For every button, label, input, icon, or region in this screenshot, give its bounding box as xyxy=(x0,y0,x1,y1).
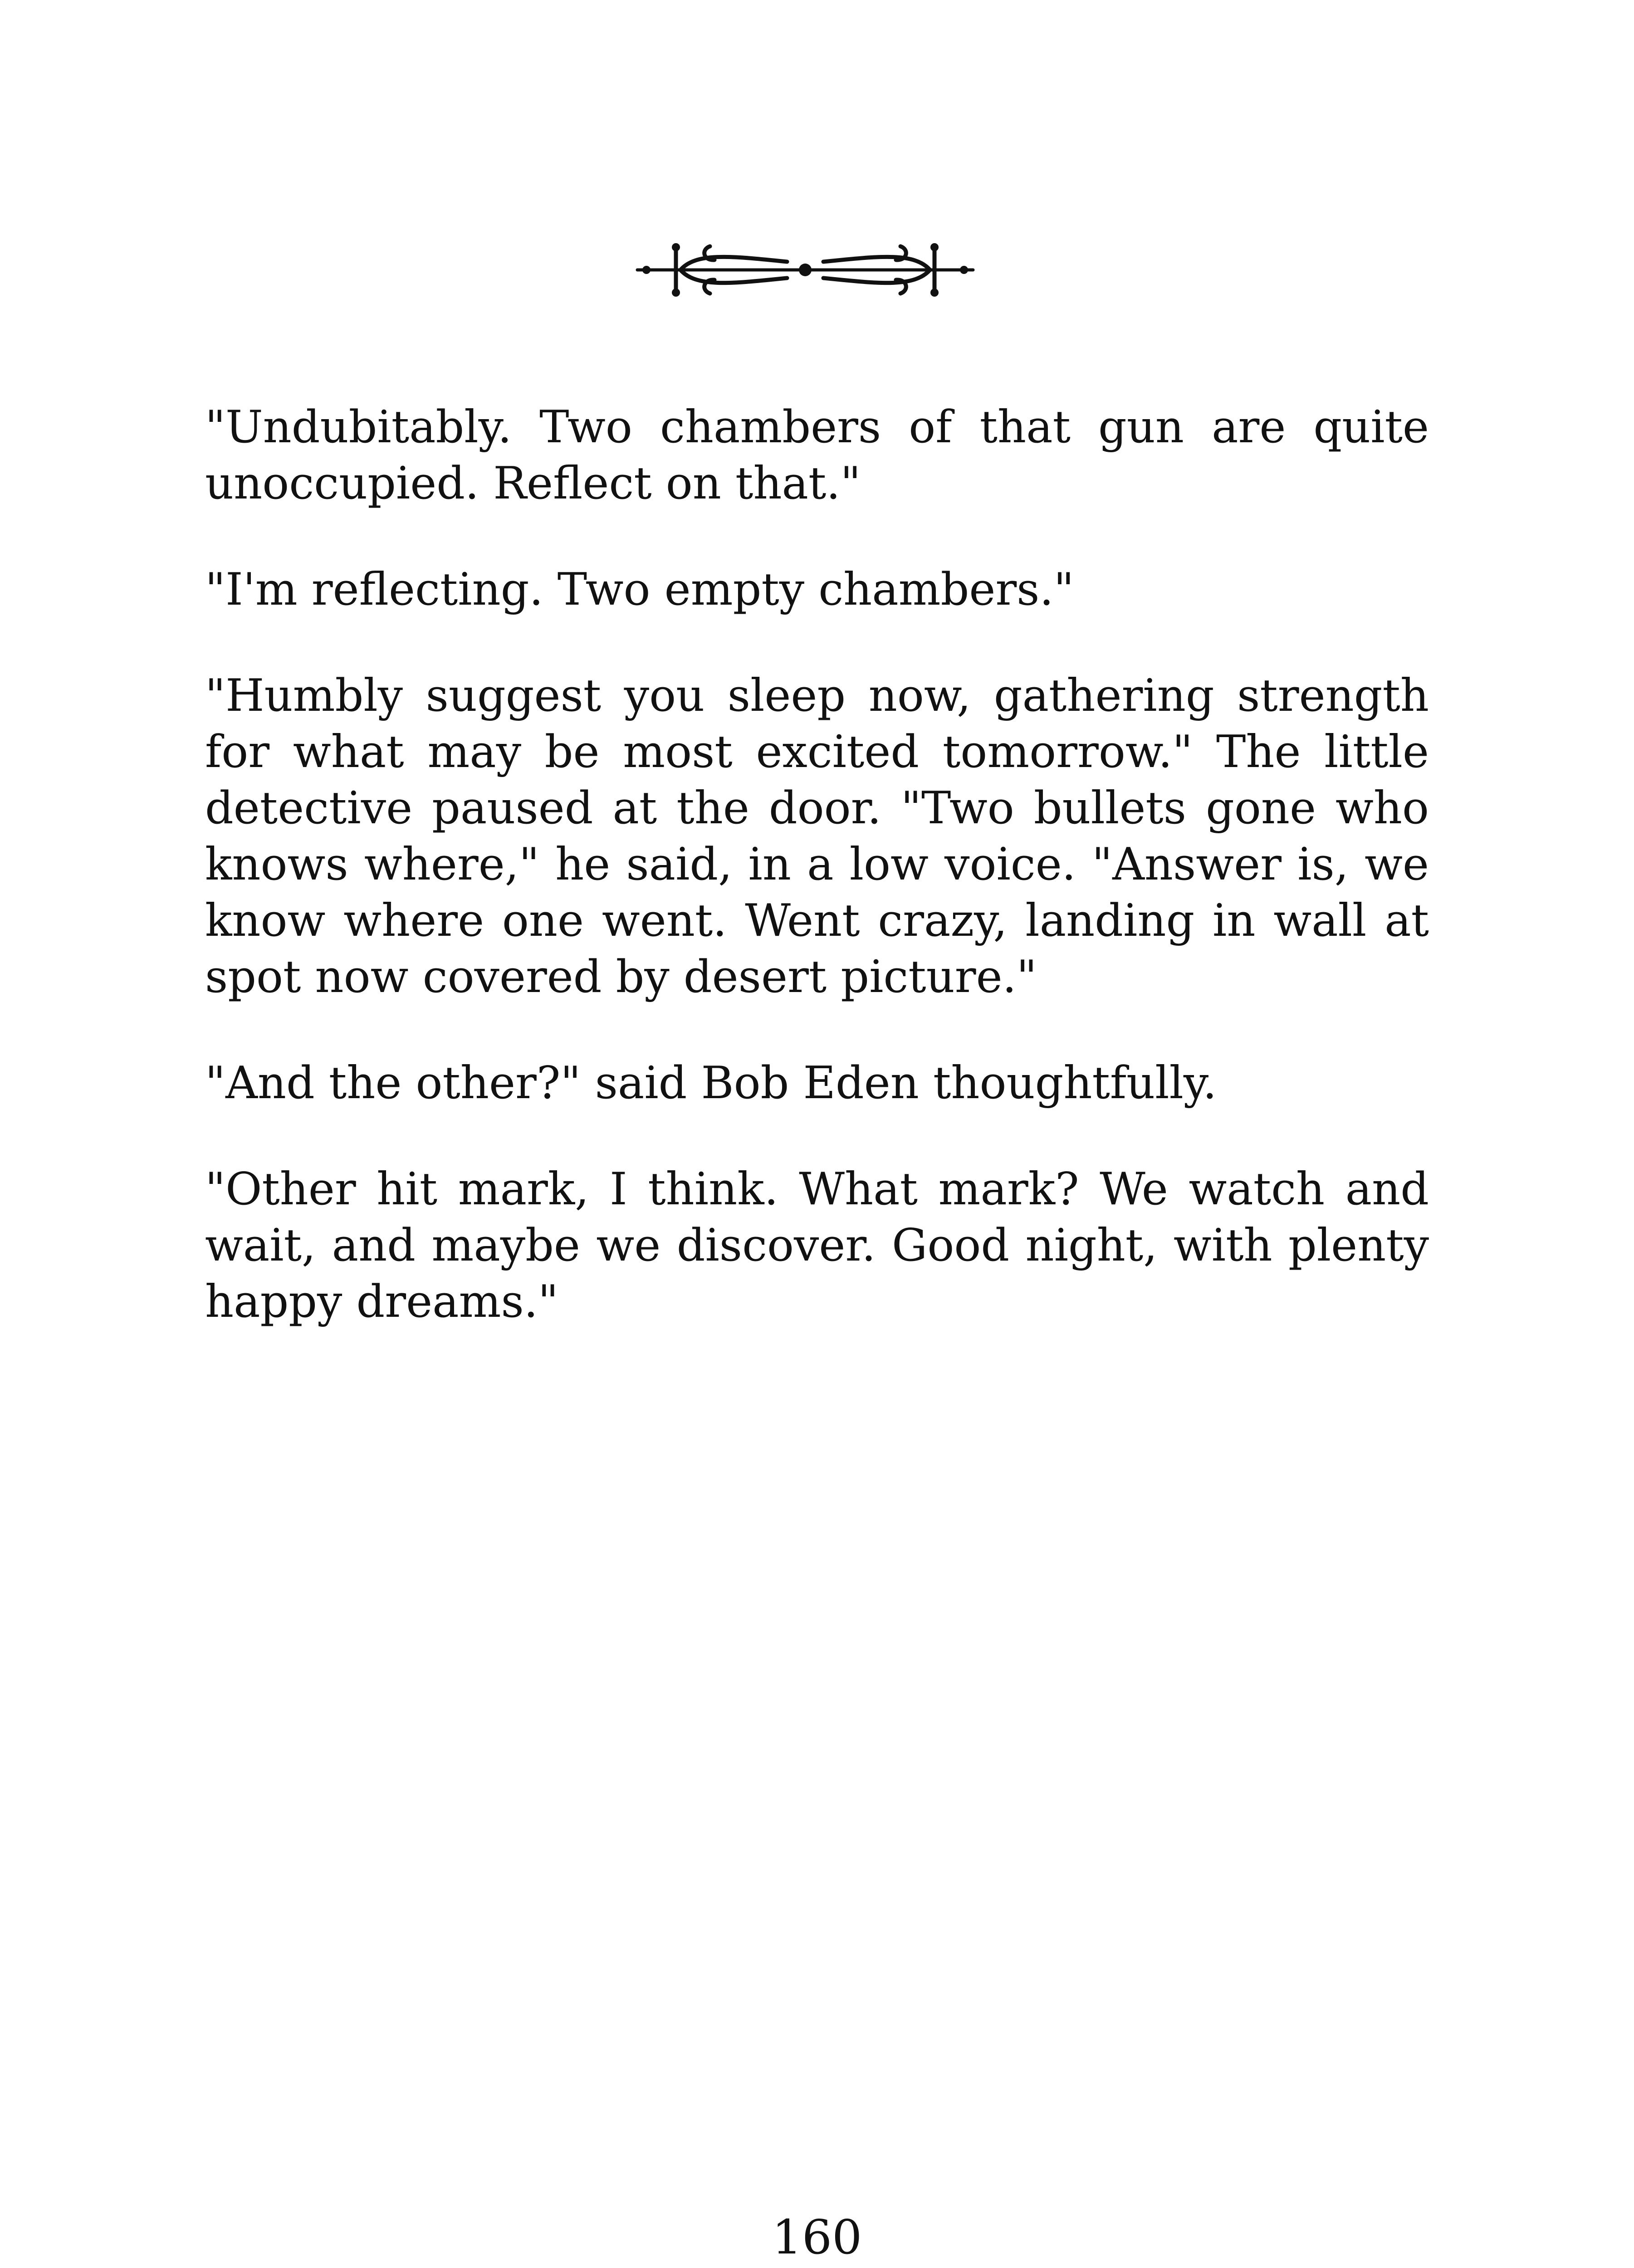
scroll-divider-ornament-icon xyxy=(628,225,982,315)
page-number: 160 xyxy=(772,2209,862,2265)
body-text xyxy=(205,399,1429,1380)
paragraph: "Other hit mark, I think. What mark? We watch and wait, and maybe we discover. Good night, with plenty happy dreams." xyxy=(205,1163,1429,1328)
paragraph: "And the other?" said Bob Eden thoughtfully. xyxy=(205,1057,1217,1109)
paragraph: "I'm reflecting. Two empty chambers." xyxy=(205,564,1074,616)
paragraph: "Undubitably. Two chambers of that gun are quite unoccupied. Reflect on that." xyxy=(205,401,1429,509)
paragraph: "Humbly suggest you sleep now, gathering strength for what may be most excited tomorrow." The little detective paused at the door. "Two bullets gone who knows where," he said, in a low voice. "Answer is, we know where one went. Went crazy, landing in wall at spot now covered by desert picture." xyxy=(205,670,1429,1003)
